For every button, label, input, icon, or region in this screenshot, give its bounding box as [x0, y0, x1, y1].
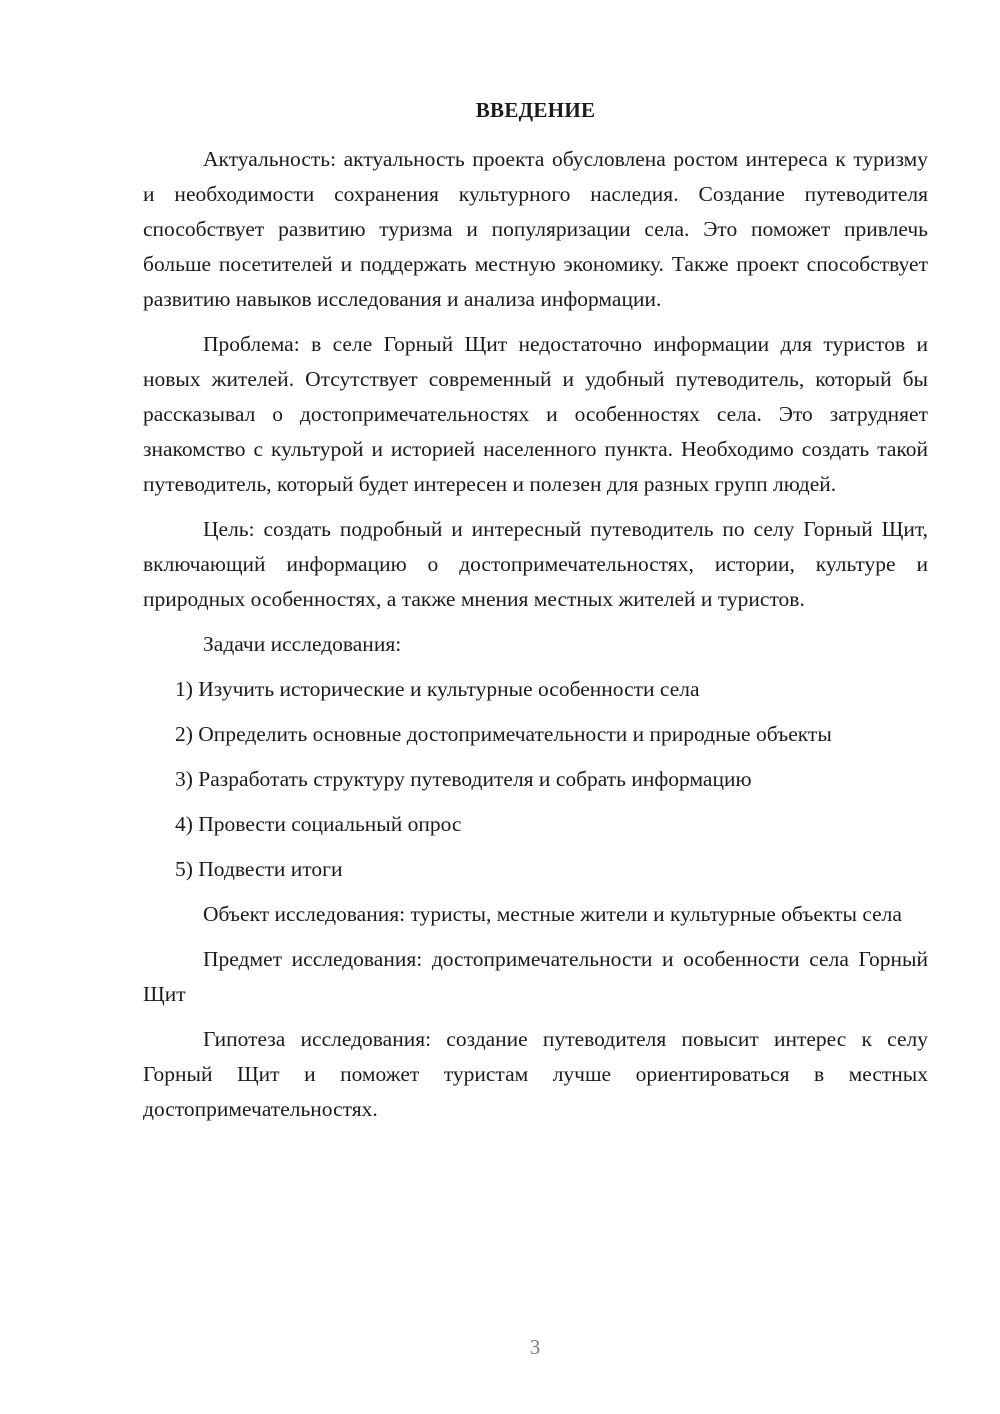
page-title: ВВЕДЕНИЕ [475, 98, 596, 122]
task-item-4: 4) Провести социальный опрос [175, 812, 462, 836]
object-paragraph: Объект исследования: туристы, местные жители и культурные объекты села [203, 902, 902, 926]
task-item-3: 3) Разработать структуру путеводителя и собрать информацию [175, 767, 752, 791]
subject-paragraph: Предмет исследования: достопримечательности и особенности села Горный Щит [143, 947, 928, 1006]
task-item-2: 2) Определить основные достопримечательности и природные объекты [175, 722, 832, 746]
goal-paragraph: Цель: создать подробный и интересный путеводитель по селу Горный Щит, включающий информацию о достопримечательностях, истории, культуре и природных особенностях, а также мнения местных жителей и туристов. [143, 517, 928, 611]
page-number: 3 [529, 1335, 541, 1359]
task-item-1: 1) Изучить исторические и культурные особенности села [175, 677, 700, 701]
problem-paragraph: Проблема: в селе Горный Щит недостаточно информации для туристов и новых жителей. Отсутствует современный и удобный путеводитель, который бы рассказывал о достопримечательностях и особенностях села. Это затрудняет знакомство с культурой и историей населенного пункта. Необходимо создать такой путеводитель, который будет интересен и полезен для разных групп людей. [143, 332, 928, 496]
tasks-heading: Задачи исследования: [203, 632, 402, 656]
hypothesis-paragraph: Гипотеза исследования: создание путеводителя повысит интерес к селу Горный Щит и поможет туристам лучше ориентироваться в местных достопримечательностях. [143, 1027, 928, 1121]
document-page [143, 96, 928, 1137]
relevance-paragraph: Актуальность: актуальность проекта обусловлена ростом интереса к туризму и необходимости сохранения культурного наследия. Создание путеводителя способствует развитию туризма и популяризации села. Это поможет привлечь больше посетителей и поддержать местную экономику. Также проект способствует развитию навыков исследования и анализа информации. [143, 147, 928, 311]
task-item-5: 5) Подвести итоги [175, 857, 343, 881]
